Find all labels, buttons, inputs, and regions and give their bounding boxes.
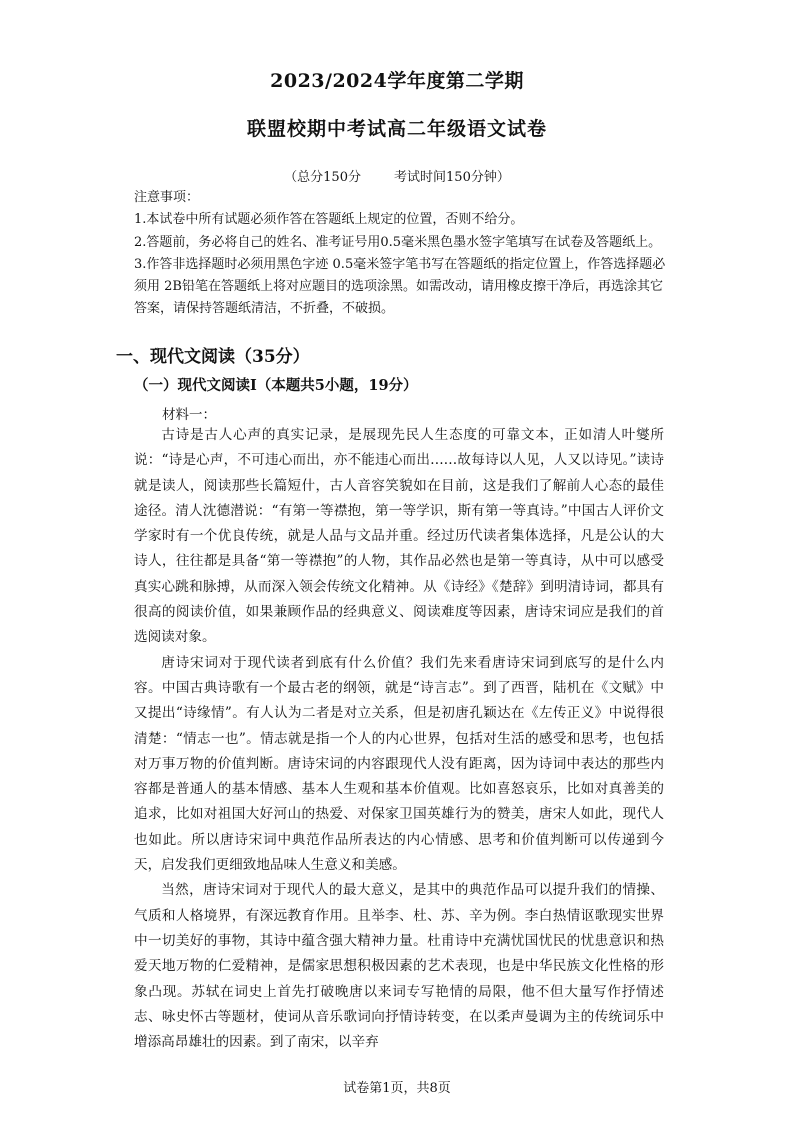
reading-passage xyxy=(134,423,664,1055)
note-item: 3.作答非选择题时必须用黑色字迹 0.5毫米签字笔书写在答题纸的指定位置上，作答选择题必须用 2B铅笔在答题纸上将对应题目的选项涂黑。如需改动，请用橡皮擦干净后，再选涂其它答案，请保持答题纸清洁，不折叠，不破损。 xyxy=(134,256,666,317)
note-item: 2.答题前，务必将自己的姓名、准考证号用0.5毫米黑色墨水签字笔填写在试卷及答题纸上。 xyxy=(134,234,662,250)
passage-paragraph: 唐诗宋词对于现代读者到底有什么价值？我们先来看唐诗宋词到底写的是什么内容。中国古典诗歌有一个最古老的纲领，就是“诗言志”。到了西晋，陆机在《文赋》中又提出“诗缘情”。有人认为二者是对立关系，但是初唐孔颖达在《左传正义》中说得很清楚：“情志一也”。情志就是指一个人的内心世界，包括对生活的感受和思考，也包括对万事万物的价值判断。唐诗宋词的内容跟现代人没有距离，因为诗词中表达的那些内容都是普通人的基本情感、基本人生观和基本价值观。比如喜怒哀乐，比如对真善美的追求，比如对祖国大好河山的热爱、对保家卫国英雄行为的赞美，唐宋人如此，现代人也如此。所以唐诗宋词中典范作品所表达的内心情感、思考和价值判断可以传递到今天，启发我们更细致地品味人生意义和美感。 xyxy=(134,654,664,874)
notes-heading: 注意事项： xyxy=(134,190,200,205)
notes-block xyxy=(134,187,674,321)
passage-paragraph: 古诗是古人心声的真实记录，是展现先民人生态度的可靠文本，正如清人叶燮所说：“诗是心声，不可违心而出，亦不能违心而出……故每诗以人见，人又以诗见。”读诗就是读人，阅读那些长篇短什，古人音容笑貌如在目前，这是我们了解前人心态的最佳途径。清人沈德潜说：“有第一等襟抱，第一等学识，斯有第一等真诗。”中国古人评价文学家时有一个优良传统，就是人品与文品并重。经过历代读者集体选择，凡是公认的大诗人，往往都是具备“第一等襟抱”的人物，其作品必然也是第一等真诗，从中可以感受真实心跳和脉搏，从而深入领会传统文化精神。从《诗经》《楚辞》到明清诗词，都具有很高的阅读价值，如果兼顾作品的经典意义、阅读难度等因素，唐诗宋词应是我们的首选阅读对象。 xyxy=(134,427,664,646)
note-item: 1.本试卷中所有试题必须作答在答题纸上规定的位置，否则不给分。 xyxy=(134,212,524,228)
exam-meta: （总分150分 考试时间150分钟） xyxy=(284,170,510,185)
section-heading: 一、现代文阅读（35分） xyxy=(116,347,310,367)
exam-title-main: 联盟校期中考试高二年级语文试卷 xyxy=(246,118,547,140)
material-label: 材料一： xyxy=(162,407,216,423)
passage-paragraph: 当然，唐诗宋词对于现代人的最大意义，是其中的典范作品可以提升我们的情操、气质和人格境界，有深远教育作用。且举李、杜、苏、辛为例。李白热情讴歌现实世界中一切美好的事物，其诗中蕴含强大精神力量。杜甫诗中充满忧国忧民的忧患意识和热爱天地万物的仁爱精神，是儒家思想积极因素的艺术表现，也是中华民族文化性格的形象凸现。苏轼在词史上首先打破晚唐以来词专写艳情的局限，他不但大量写作抒情述志、咏史怀古等题材，使词从音乐歌词向抒情诗转变，在以柔声曼调为主的传统词乐中增添高昂雄壮的因素。到了南宋，以辛弃 xyxy=(134,882,664,1051)
page-footer: 试卷第1页，共8页 xyxy=(343,1081,451,1096)
subsection-heading: （一）现代文阅读Ⅰ（本题共5小题，19分） xyxy=(134,377,418,394)
exam-title-term: 2023/2024学年度第二学期 xyxy=(270,70,524,92)
